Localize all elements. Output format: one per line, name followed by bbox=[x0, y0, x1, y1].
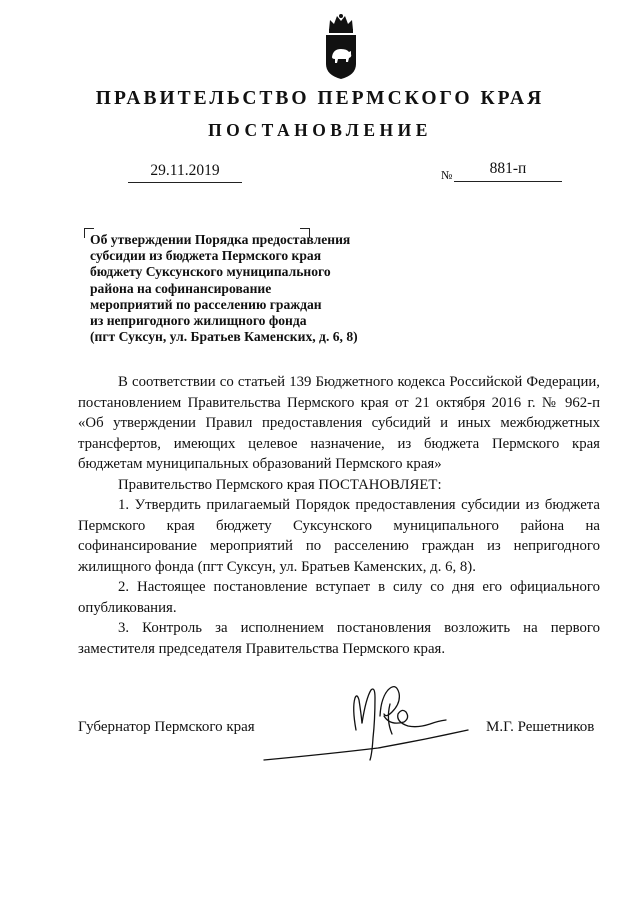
government-title: ПРАВИТЕЛЬСТВО ПЕРМСКОГО КРАЯ bbox=[95, 88, 545, 109]
subject-line: из непригодного жилищного фонда bbox=[90, 313, 307, 329]
body-paragraph: 2. Настоящее постановление вступает в силу со дня его официального опубликования. bbox=[78, 579, 600, 616]
body-paragraph: 1. Утвердить прилагаемый Порядок предоставления субсидии из бюджета Пермского края бюджету Суксунского муниципального района на софинансирование мероприятий по расселению граждан из непригодного жилищного фонда (пгт Суксун, ул. Братьев Каменских, д. 6, 8). bbox=[78, 497, 600, 575]
signer-position: Губернатор Пермского края bbox=[78, 719, 255, 735]
coat-of-arms-icon bbox=[321, 12, 361, 80]
document-type: ПОСТАНОВЛЕНИЕ bbox=[208, 120, 432, 140]
body-paragraph: 3. Контроль за исполнением постановления возложить на первого заместителя председателя Правительства Пермского края. bbox=[78, 620, 600, 657]
number-sign: № bbox=[441, 168, 453, 182]
signer-name: М.Г. Решетников bbox=[486, 719, 595, 735]
document-body bbox=[78, 372, 600, 659]
subject-line: бюджету Суксунского муниципального bbox=[90, 264, 331, 280]
document-subject bbox=[90, 232, 410, 345]
handwritten-signature bbox=[258, 668, 488, 768]
body-paragraph: В соответствии со статьей 139 Бюджетного кодекса Российской Федерации, постановлением Правительства Пермского края от 21 октября 2016 г. № 962-п «Об утверждении Правил предоставления субсидий и иных межбюджетных трансфертов, имеющих целевое назначение, из бюджета Пермского края бюджетам муниципальных образований Пермского края» bbox=[78, 374, 600, 472]
subject-line: Об утверждении Порядка предоставления bbox=[90, 232, 351, 247]
subject-line: мероприятий по расселению граждан bbox=[90, 296, 322, 312]
document-number: 881-п bbox=[454, 160, 562, 182]
subject-line: (пгт Суксун, ул. Братьев Каменских, д. 6, 8) bbox=[90, 329, 358, 345]
subject-line: района на софинансирование bbox=[90, 280, 272, 296]
document-date: 29.11.2019 bbox=[128, 162, 242, 183]
subject-line: субсидии из бюджета Пермского края bbox=[90, 248, 322, 264]
body-paragraph: Правительство Пермского края ПОСТАНОВЛЯЕТ: bbox=[118, 476, 442, 493]
